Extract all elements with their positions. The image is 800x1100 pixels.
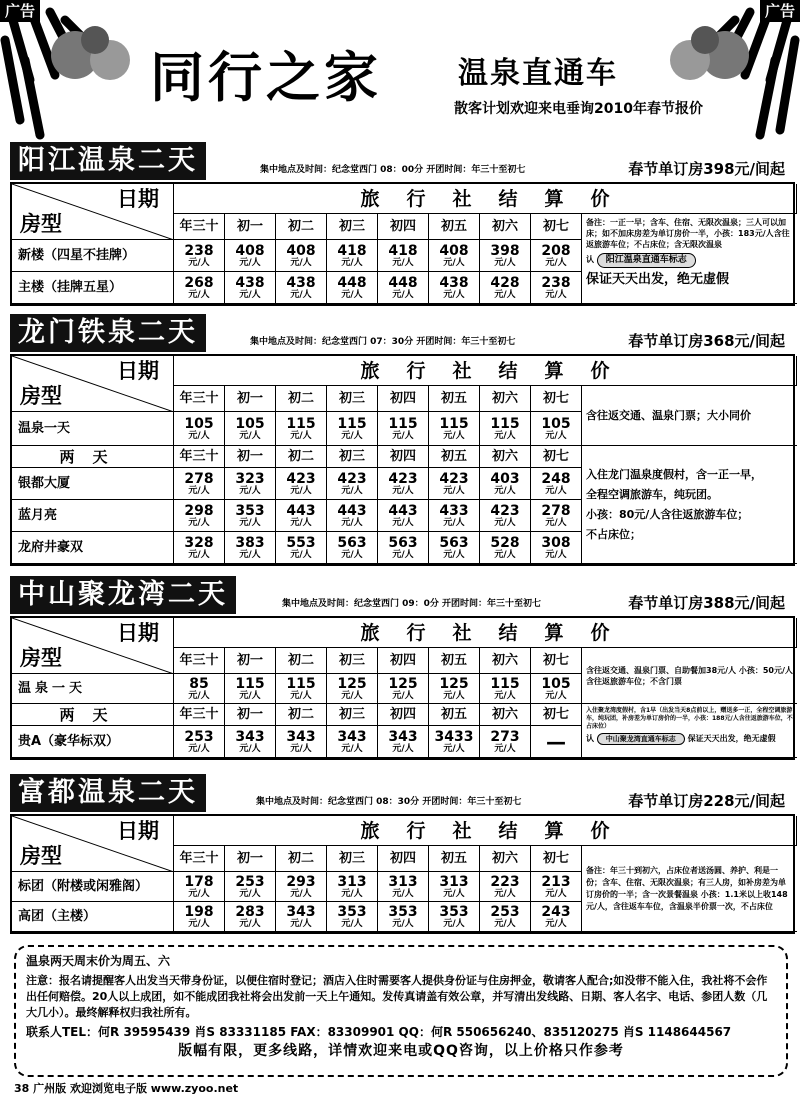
table-corner: 日期 房型 xyxy=(12,356,174,412)
day-header: 初七 xyxy=(531,846,582,872)
table-corner: 日期 房型 xyxy=(12,618,174,674)
badge: 中山聚龙湾直通车标志 xyxy=(597,733,685,745)
price-cell: 563 元/人 xyxy=(429,532,480,564)
price-cell: 253 元/人 xyxy=(480,902,531,932)
price-cell: 383 元/人 xyxy=(225,532,276,564)
price-cell: 125 元/人 xyxy=(429,674,480,704)
day-header: 初七 xyxy=(531,704,582,726)
section-note: 入住聚龙湾度假村，含1早（出发当天8点前以上，赠送多一正，全程空调旅游车，纯玩团，补房差为单订房价的一半，小孩：188元/人含往返旅游车位，不占床位） 认 中山聚龙湾直通车标志 保证天天出发，绝无虚假 xyxy=(582,704,797,758)
day-header: 初一 xyxy=(225,214,276,240)
section-zhongshan xyxy=(10,576,795,754)
price-table xyxy=(10,616,795,760)
section-title: 富都温泉二天 xyxy=(10,774,206,812)
price-cell: 115 元/人 xyxy=(225,674,276,704)
price-cell: 278 元/人 xyxy=(531,500,582,532)
price-cell: 353 元/人 xyxy=(327,902,378,932)
day-header: 初二 xyxy=(276,446,327,468)
day-header: 初四 xyxy=(378,846,429,872)
day-header: 初三 xyxy=(327,214,378,240)
price-cell: 223 元/人 xyxy=(480,872,531,902)
day-header: 年三十 xyxy=(174,704,225,726)
price-cell: 343 元/人 xyxy=(327,726,378,758)
price-cell: 85 元/人 xyxy=(174,674,225,704)
price-cell: 408 元/人 xyxy=(225,240,276,272)
brand-title: 同行之家 xyxy=(150,45,382,109)
footer-notice xyxy=(14,945,788,1077)
meet-info: 集中地点及时间：纪念堂西门 08：00分 开团时间：年三十至初七 xyxy=(260,165,526,175)
section-price: 春节单订房368元/间起 xyxy=(628,332,785,350)
price-cell: 423 元/人 xyxy=(429,468,480,500)
day-header: 初四 xyxy=(378,704,429,726)
one-day-note: 含往返交通、温泉门票、自助餐加38元/人 小孩：50元/人含往返旅游车位；不含门票 xyxy=(582,648,797,704)
price-cell: 125 元/人 xyxy=(327,674,378,704)
price-cell: 403 元/人 xyxy=(480,468,531,500)
day-header: 年三十 xyxy=(174,214,225,240)
settle-header: 旅行社结算价 xyxy=(174,184,797,214)
day-header: 初六 xyxy=(480,704,531,726)
day-header: 初三 xyxy=(327,386,378,412)
guarantee: 保证天天出发，绝无虚假 xyxy=(687,734,776,743)
day-header: 初四 xyxy=(378,446,429,468)
day-header: 初四 xyxy=(378,214,429,240)
price-cell: 528 元/人 xyxy=(480,532,531,564)
table-corner: 日期 房型 xyxy=(12,816,174,872)
day-header: 初六 xyxy=(480,648,531,674)
price-cell: 438 元/人 xyxy=(276,272,327,304)
room-name: 主楼（挂牌五星） xyxy=(12,272,174,304)
day-header: 初二 xyxy=(276,846,327,872)
day-header: 初三 xyxy=(327,846,378,872)
price-cell: 3433 元/人 xyxy=(429,726,480,758)
section-price: 春节单订房398元/间起 xyxy=(628,160,785,178)
price-cell: 198 元/人 xyxy=(174,902,225,932)
day-header: 初五 xyxy=(429,704,480,726)
price-cell: 313 元/人 xyxy=(378,872,429,902)
price-cell: 353 元/人 xyxy=(429,902,480,932)
price-cell: 423 元/人 xyxy=(378,468,429,500)
price-cell: 248 元/人 xyxy=(531,468,582,500)
price-cell: 298 元/人 xyxy=(174,500,225,532)
price-cell: 563 元/人 xyxy=(327,532,378,564)
day-header: 初七 xyxy=(531,386,582,412)
brand-header xyxy=(0,0,800,140)
meet-info: 集中地点及时间：纪念堂西门 09：0分 开团时间：年三十至初七 xyxy=(282,599,542,609)
price-cell: 423 元/人 xyxy=(276,468,327,500)
day-header: 初五 xyxy=(429,846,480,872)
weekend-note: 温泉两天周末价为周五、六 xyxy=(26,954,171,968)
price-cell: 443 元/人 xyxy=(276,500,327,532)
day-header: 初一 xyxy=(225,446,276,468)
settle-header: 旅行社结算价 xyxy=(174,618,797,648)
day-header: 初六 xyxy=(480,214,531,240)
section-fudu xyxy=(10,774,795,929)
price-cell: 243 元/人 xyxy=(531,902,582,932)
price-cell: 448 元/人 xyxy=(378,272,429,304)
day-header: 初二 xyxy=(276,648,327,674)
price-cell: 313 元/人 xyxy=(429,872,480,902)
price-cell: 563 元/人 xyxy=(378,532,429,564)
price-cell: 423 元/人 xyxy=(480,500,531,532)
day-header: 初五 xyxy=(429,446,480,468)
price-cell: 115 元/人 xyxy=(480,412,531,446)
day-header: 初三 xyxy=(327,648,378,674)
price-cell: 115 元/人 xyxy=(327,412,378,446)
room-name: 蓝月亮 xyxy=(12,500,174,532)
section-note: 入住龙门温泉度假村，含一正一早， 全程空调旅游车，纯玩团。 小孩：80元/人含往返旅游车位； 不占床位； xyxy=(582,446,797,564)
section-title: 中山聚龙湾二天 xyxy=(10,576,236,614)
day-header: 初三 xyxy=(327,704,378,726)
price-cell: 343 元/人 xyxy=(378,726,429,758)
room-name: 温泉一天 xyxy=(12,412,174,446)
price-cell: 178 元/人 xyxy=(174,872,225,902)
price-cell: 238 元/人 xyxy=(174,240,225,272)
day-header: 年三十 xyxy=(174,386,225,412)
price-cell: 273 元/人 xyxy=(480,726,531,758)
price-table xyxy=(10,814,795,934)
one-day-note: 含往返交通、温泉门票；大小同价 xyxy=(582,386,797,446)
day-header: 初二 xyxy=(276,214,327,240)
ad-label-right: 广告 xyxy=(760,0,800,22)
price-cell: 343 元/人 xyxy=(276,726,327,758)
price-cell: 443 元/人 xyxy=(327,500,378,532)
price-cell: 105 元/人 xyxy=(174,412,225,446)
price-cell: 433 元/人 xyxy=(429,500,480,532)
day-header: 初七 xyxy=(531,648,582,674)
day-header: 年三十 xyxy=(174,648,225,674)
day-header: 初四 xyxy=(378,386,429,412)
day-header: 初二 xyxy=(276,704,327,726)
price-cell: 105 元/人 xyxy=(225,412,276,446)
settle-header: 旅行社结算价 xyxy=(174,356,797,386)
room-name: 龙府井豪双 xyxy=(12,532,174,564)
price-cell: 278 元/人 xyxy=(174,468,225,500)
price-cell: 328 元/人 xyxy=(174,532,225,564)
price-cell: 125 元/人 xyxy=(378,674,429,704)
section-yangjiang xyxy=(10,142,795,300)
day-header: 初六 xyxy=(480,386,531,412)
price-cell: 343 元/人 xyxy=(225,726,276,758)
page-footer: 38 广州版 欢迎浏览电子版 www.zyoo.net xyxy=(14,1082,239,1095)
settle-header: 旅行社结算价 xyxy=(174,816,797,846)
room-name: 标团（附楼或闲雅阁） xyxy=(12,872,174,902)
price-cell: 408 元/人 xyxy=(429,240,480,272)
price-cell: 115 元/人 xyxy=(276,674,327,704)
price-cell: 253 元/人 xyxy=(225,872,276,902)
brand-subtitle: 温泉直通车 xyxy=(458,56,618,91)
price-cell: 343 元/人 xyxy=(276,902,327,932)
price-cell: 115 元/人 xyxy=(276,412,327,446)
day-header: 年三十 xyxy=(174,446,225,468)
price-cell: 443 元/人 xyxy=(378,500,429,532)
day-header: 初三 xyxy=(327,446,378,468)
price-cell: 438 元/人 xyxy=(225,272,276,304)
price-cell: 418 元/人 xyxy=(378,240,429,272)
meet-info: 集中地点及时间：纪念堂西门 08：30分 开团时间：年三十至初七 xyxy=(256,797,522,807)
day-header: 初一 xyxy=(225,386,276,412)
price-cell: 283 元/人 xyxy=(225,902,276,932)
section-note: 备注：一正一早；含车、住宿、无限次温泉；三人可以加床；如不加床房差为单订房价一半，小孩：183元/人含往返旅游车位；不占床位；含无限次温泉 认 阳江温泉直通车标志 保证天天出发，绝无虚假 xyxy=(582,214,797,304)
day-header: 初四 xyxy=(378,648,429,674)
price-cell: 253 元/人 xyxy=(174,726,225,758)
table-corner: 日期 房型 xyxy=(12,184,174,240)
day-header: 年三十 xyxy=(174,846,225,872)
price-cell: 438 元/人 xyxy=(429,272,480,304)
price-cell: 213 元/人 xyxy=(531,872,582,902)
price-cell: 238 元/人 xyxy=(531,272,582,304)
notice-text: 注意：报名请提醒客人出发当天带身份证，以便住宿时登记；酒店入住时需要客人提供身份证与住房押金，敬请客人配合;如没带不能入住，我社将不会作出任何赔偿。20人以上成团，如不能成团我社将会出发前一天上午通知。发传真请盖有效公章，并写清出发线路、日期、客人名字、电话、参团人数（几大几小）。最终解释权归我社所有。 xyxy=(26,974,768,1019)
section-title: 龙门铁泉二天 xyxy=(10,314,206,352)
badge: 阳江温泉直通车标志 xyxy=(597,253,696,268)
ad-label-left: 广告 xyxy=(0,0,40,22)
price-cell: 448 元/人 xyxy=(327,272,378,304)
price-cell: 408 元/人 xyxy=(276,240,327,272)
price-cell: 268 元/人 xyxy=(174,272,225,304)
day-header: 初五 xyxy=(429,214,480,240)
price-cell: 353 元/人 xyxy=(225,500,276,532)
price-cell: 115 元/人 xyxy=(378,412,429,446)
day-header: 初一 xyxy=(225,704,276,726)
day-header: 初五 xyxy=(429,648,480,674)
room-name: 银都大厦 xyxy=(12,468,174,500)
price-cell: — xyxy=(531,726,582,758)
price-table xyxy=(10,182,795,306)
room-name: 贵A（豪华标双） xyxy=(12,726,174,758)
price-table xyxy=(10,354,795,566)
two-day-label: 两天 xyxy=(12,704,174,726)
price-cell: 208 元/人 xyxy=(531,240,582,272)
contact-info: 联系人TEL：何R 39595439 肖S 83331185 FAX：83309901 QQ：何R 550656240、835120275 肖S 1148644567 xyxy=(26,1025,732,1039)
section-note: 备注：年三十到初六，占床位者送汤圆、养护、利是一份；含车、住宿、无限次温泉；有三人房，如补房差为单订房价的一半；含一次景餐温泉 小孩：1.1米以上收148元/人，含往返车车位，含温泉半价票一次，不占床位 xyxy=(582,846,797,932)
day-header: 初六 xyxy=(480,446,531,468)
price-cell: 423 元/人 xyxy=(327,468,378,500)
section-price: 春节单订房388元/间起 xyxy=(628,594,785,612)
day-header: 初七 xyxy=(531,214,582,240)
section-title: 阳江温泉二天 xyxy=(10,142,206,180)
day-header: 初一 xyxy=(225,846,276,872)
price-cell: 553 元/人 xyxy=(276,532,327,564)
price-cell: 353 元/人 xyxy=(378,902,429,932)
room-name: 新楼（四星不挂牌） xyxy=(12,240,174,272)
room-name: 温泉一天 xyxy=(12,674,174,704)
day-header: 初五 xyxy=(429,386,480,412)
price-cell: 105 元/人 xyxy=(531,412,582,446)
price-cell: 313 元/人 xyxy=(327,872,378,902)
brand-tagline: 散客计划欢迎来电垂询2010年春节报价 xyxy=(454,101,703,117)
guarantee: 保证天天出发，绝无虚假 xyxy=(586,272,730,287)
price-cell: 428 元/人 xyxy=(480,272,531,304)
price-cell: 323 元/人 xyxy=(225,468,276,500)
day-header: 初六 xyxy=(480,846,531,872)
day-header: 初二 xyxy=(276,386,327,412)
section-price: 春节单订房228元/间起 xyxy=(628,792,785,810)
price-cell: 115 元/人 xyxy=(429,412,480,446)
price-cell: 105 元/人 xyxy=(531,674,582,704)
price-cell: 398 元/人 xyxy=(480,240,531,272)
day-header: 初一 xyxy=(225,648,276,674)
day-header: 初七 xyxy=(531,446,582,468)
price-cell: 115 元/人 xyxy=(480,674,531,704)
price-cell: 418 元/人 xyxy=(327,240,378,272)
section-longmen xyxy=(10,314,795,560)
room-name: 高团（主楼） xyxy=(12,902,174,932)
two-day-label: 两天 xyxy=(12,446,174,468)
meet-info: 集中地点及时间：纪念堂西门 07：30分 开团时间：年三十至初七 xyxy=(250,337,516,347)
slogan: 版幅有限，更多线路，详情欢迎来电或QQ咨询，以上价格只作参考 xyxy=(178,1043,624,1059)
price-cell: 308 元/人 xyxy=(531,532,582,564)
price-cell: 293 元/人 xyxy=(276,872,327,902)
